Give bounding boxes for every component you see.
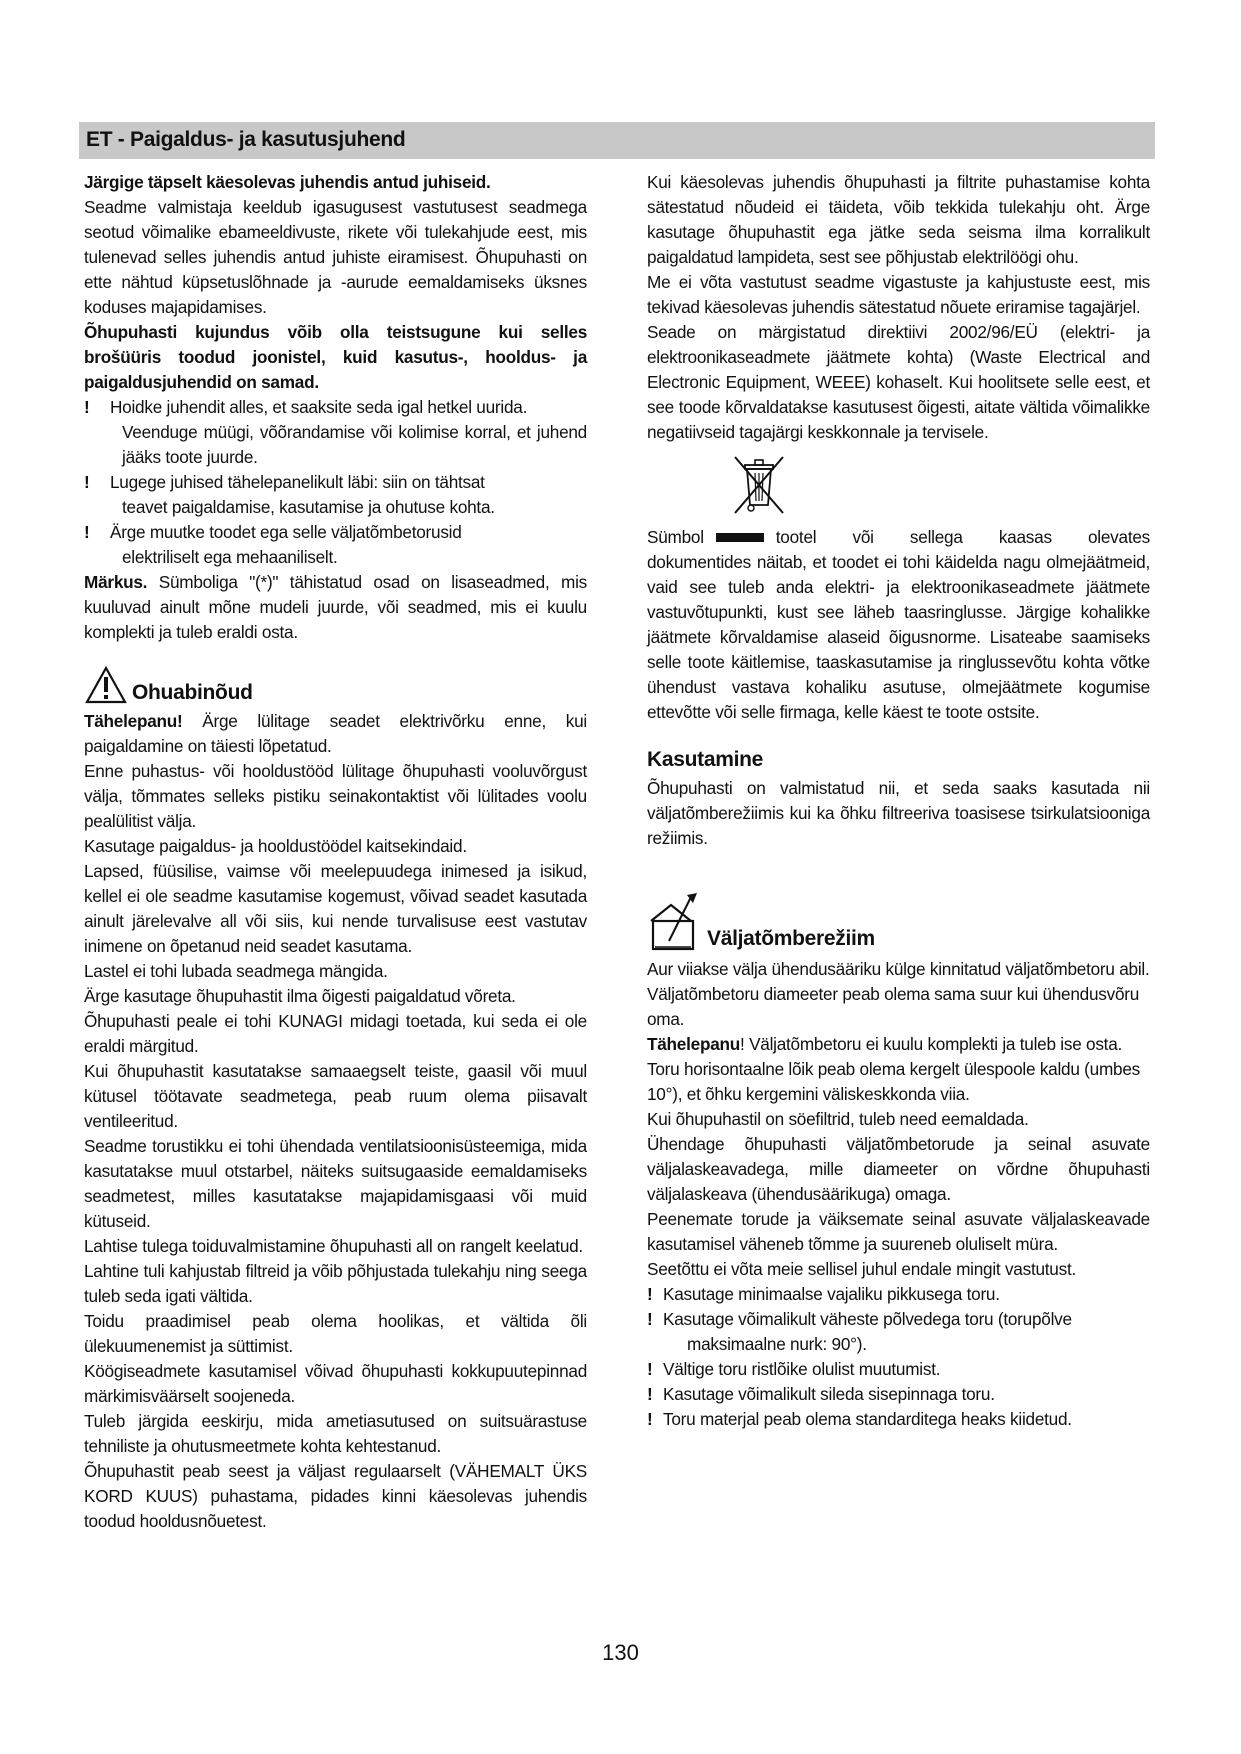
paragraph: Peenemate torude ja väiksemate seinal asuvate väljalaskeavade kasutamisel väheneb tõmme ja suureneb oluliselt müra. [647, 1209, 1150, 1254]
bullet-item: ! Lugege juhised tähelepanelikult läbi: siin on tähtsat teavet paigaldamise, kasutamise ja ohutuse kohta. [84, 472, 495, 517]
paragraph: Seadme torustikku ei tohi ühendada ventilatsioonisüsteemiga, mida kasutatakse muul otstarbel, näiteks suitsugaaside eemaldamiseks seadmetest, milles kasutatakse majapidamisgaasi või muid kütuseid. [84, 1136, 587, 1231]
paragraph: Väljatõmbetoru diameeter peab olema sama suur kui ühendusvõru oma. [647, 984, 1140, 1029]
paragraph: Me ei võta vastutust seadme vigastuste ja kahjustuste eest, mis tekivad käesolevas juhendis sätestatud nõuete eriramise tagajärjel. [647, 272, 1150, 317]
paragraph: Ühendage õhupuhasti väljatõmbetorude ja seinal asuvate väljalaskeavadega, mille diameeter on võrdne õhupuhasti väljalaskeava (ühendusäärikuga) omaga. [647, 1134, 1150, 1204]
bullet-item: ! Kasutage võimalikult väheste põlvedega toru (torupõlve maksimaalne nurk: 90°). [647, 1309, 1072, 1354]
right-column [647, 170, 1150, 1432]
paragraph: Kui õhupuhastil on söefiltrid, tuleb need eemaldada. [647, 1109, 1029, 1129]
bullet-item: ! Ärge muutke toodet ega selle väljatõmbetorusid elektriliselt ega mehaaniliselt. [84, 522, 462, 567]
bullet-item: ! Hoidke juhendit alles, et saaksite seda igal hetkel uurida. Veenduge müügi, võõrandamise või kolimise korral, et juhend jääks toote juurde. [84, 397, 587, 467]
usage-paragraph: Õhupuhasti on valmistatud nii, et seda saaks kasutada nii väljatõmberežiimis kui ka õhku filtreeriva toasisese tsirkulatsiooniga režiimis. [647, 778, 1150, 848]
paragraph: Toidu praadimisel peab olema hoolikas, et vältida õli ülekuumenemist ja süttimist. [84, 1311, 587, 1356]
bullet-mark: ! [647, 1309, 653, 1329]
bullet-item: ! Kasutage võimalikult sileda sisepinnaga toru. [647, 1382, 1150, 1407]
intro-bold: Järgige täpselt käesolevas juhendis antud juhiseid. [84, 172, 491, 192]
weee-paragraph: dokumentides näitab, et toodet ei tohi käidelda nagu olmejäätmeid, vaid see tuleb anda elektri- ja elektroonikaseadmete jäätmete vastuvõtupunkti, kust see läheb taasringlusse. Järgige kohalikke jäätmete kõrvaldamise alaseid õigusnorme. Lisateabe saamiseks selle toote käitlemise, taaskasutamise ja ringlussevõtu kohta võtke ühendust vastava kohaliku asutuse, olmejäätmete kogumise ettevõtte või selle firmaga, kelle käest te toote ostsite. [647, 552, 1150, 722]
paragraph: Tuleb järgida eeskirju, mida ametiasutused on suitsuärastuse tehniliste ja ohutusmeetmete kohta kehtestanud. [84, 1411, 587, 1456]
attention-paragraph: Tähelepanu! Ärge lülitage seadet elektrivõrku enne, kui paigaldamine on täiesti lõpetatud. [84, 711, 587, 756]
paragraph: Kasutage paigaldus- ja hooldustöödel kaitsekindaid. [84, 836, 467, 856]
page-number: 130 [602, 1640, 639, 1665]
paragraph: Lahtise tulega toiduvalmistamine õhupuhasti all on rangelt keelatud. [84, 1236, 583, 1256]
bullet-item: ! Vältige toru ristlõike olulist muutumist. [647, 1357, 1150, 1382]
note-paragraph: Märkus. Sümboliga "(*)" tähistatud osad on lisaseadmed, mis kuuluvad ainult mõne mudeli juurde, või seadmed, mis ei kuulu komplekti ja tuleb eraldi osta. [84, 572, 587, 642]
symbol-after: tootel või sellega kaasas olevates [775, 527, 1150, 547]
weee-symbol-row [647, 451, 1150, 525]
crossed-bin-icon [729, 451, 789, 521]
paragraph: Kui käesolevas juhendis õhupuhasti ja filtrite puhastamise kohta sätestatud nõudeid ei täideta, võib tekkida tulekahju oht. Ärge kasutage õhupuhastit ega jätke seda seisma ilma korralikult paigaldatud lampideta, sest see põhjustab elektrilöögi ohu. [647, 172, 1150, 267]
paragraph: Lahtine tuli kahjustab filtreid ja võib põhjustada tulekahju ning seega tuleb seda igati vältida. [84, 1261, 587, 1306]
paragraph: Õhupuhastit peab seest ja väljast regulaarselt (VÄHEMALT ÜKS KORD KUUS) puhastama, pidades kinni käesolevas juhendis toodud hooldusnõuetest. [84, 1461, 587, 1531]
exhaust-heading [647, 891, 1150, 953]
symbol-word: Sümbol [647, 527, 704, 547]
bullet-mark: ! [84, 472, 90, 492]
bullet-mark: ! [647, 1359, 653, 1379]
left-column [84, 170, 587, 1534]
paragraph: Lapsed, füüsilise, vaimse või meelepuudega inimesed ja isikud, kellel ei ole seadme kasutamise kogemust, võivad seadet kasutada ainult järelevalve all või siis, kui nende turvalisuse eest vastutav inimene on õpetanud neid seadet kasutama. [84, 861, 587, 956]
safety-title: Ohuabinõud [132, 681, 253, 704]
paragraph: Lastel ei tohi lubada seadmega mängida. [84, 961, 388, 981]
paragraph: Kui õhupuhastit kasutatakse samaaegselt teiste, gaasil või muul kütusel töötavate seadmetega, peab ruum olema piisavalt ventileeritud. [84, 1061, 587, 1131]
intro-text: Seadme valmistaja keeldub igasugusest vastutusest seadmega seotud võimalike ebameeldivuste, rikete või tulekahjude eest, mis tulenevad selles juhendis antud juhiste eiramisest. Õhupuhasti on ette nähtud küpsetuslõhnade ja -aurude eemaldamiseks üksnes koduses majapidamises. [84, 197, 587, 317]
bullet-mark: ! [647, 1384, 653, 1404]
paragraph: Ärge kasutage õhupuhastit ilma õigesti paigaldatud võreta. [84, 986, 516, 1006]
black-bar-icon [716, 533, 764, 542]
exhaust-title: Väljatõmberežiim [707, 927, 875, 950]
paragraph: Enne puhastus- või hooldustööd lülitage õhupuhasti vooluvõrgust välja, tõmmates selleks pistiku seinakontaktist või lülitades voolu pealülitist välja. [84, 761, 587, 831]
paragraph: Toru horisontaalne lõik peab olema kergelt ülespoole kaldu (umbes 10°), et õhku kergemini väliskeskkonda viia. [647, 1059, 1140, 1104]
paragraph: Seetõttu ei võta meie sellisel juhul endale mingit vastutust. [647, 1259, 1077, 1279]
paragraph: Õhupuhasti peale ei tohi KUNAGI midagi toetada, kui seda ei ole eraldi märgitud. [84, 1011, 587, 1056]
bullet-mark: ! [647, 1284, 653, 1304]
exhaust-attention: Tähelepanu! Väljatõmbetoru ei kuulu komplekti ja tuleb ise osta. [647, 1034, 1123, 1054]
bullet-mark: ! [84, 522, 90, 542]
paragraph: Aur viiakse välja ühendusääriku külge kinnitatud väljatõmbetoru abil. [647, 959, 1150, 979]
paragraph: Seade on märgistatud direktiivi 2002/96/EÜ (elektri- ja elektroonikaseadmete jäätmete kohta) (Waste Electrical and Electronic Equipment, WEEE) kohaselt. Kui hoolitsete selle eest, et see toode kõrvaldatakse kasutusest õigesti, aitate vältida võimalikke negatiivseid tagajärgi keskkonnale ja tervisele. [647, 322, 1150, 442]
bullet-item: ! Kasutage minimaalse vajaliku pikkusega toru. [647, 1282, 1150, 1307]
design-note: Õhupuhasti kujundus võib olla teistsugune kui selles brošüüris toodud joonistel, kuid kasutus-, hooldus- ja paigaldusjuhendid on samad. [84, 322, 587, 392]
usage-heading [647, 747, 1150, 772]
bullet-item: ! Toru materjal peab olema standarditega heaks kiidetud. [647, 1407, 1150, 1432]
safety-heading [84, 665, 587, 705]
warning-triangle-icon [84, 665, 128, 705]
paragraph: Köögiseadmete kasutamisel võivad õhupuhasti kokkupuutepinnad märkimisväärselt soojeneda. [84, 1361, 587, 1406]
bullet-mark: ! [84, 397, 90, 417]
header-bar [79, 122, 1155, 159]
usage-title: Kasutamine [647, 748, 764, 771]
bullet-mark: ! [647, 1409, 653, 1429]
symbol-line [647, 525, 1150, 550]
exhaust-hood-icon [647, 891, 703, 953]
page-title: ET - Paigaldus- ja kasutusjuhend [86, 128, 406, 151]
